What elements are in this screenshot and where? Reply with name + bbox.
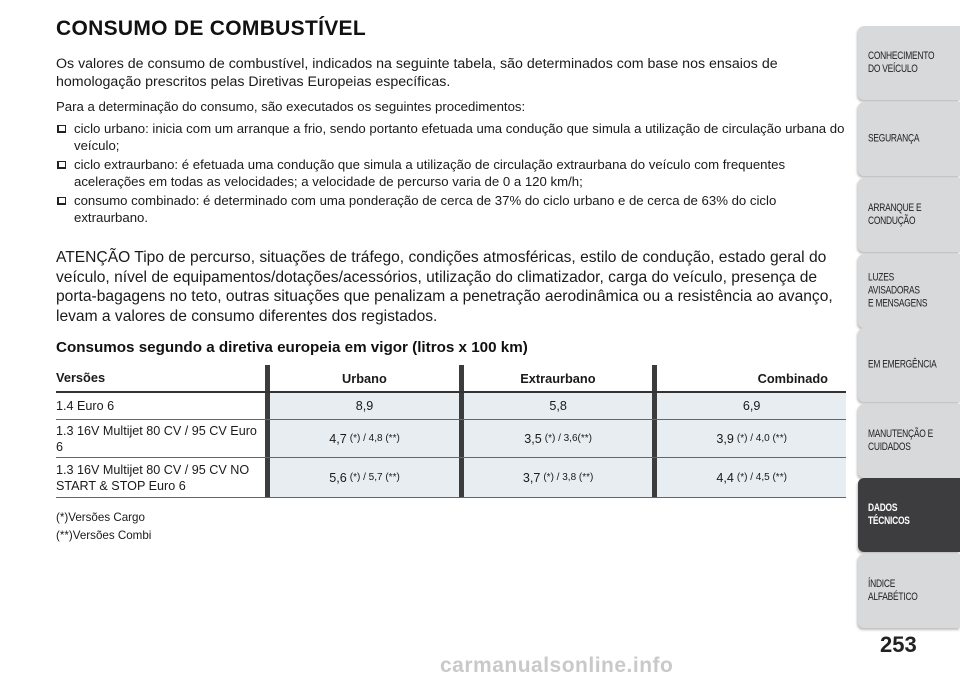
table-title: Consumos segundo a diretiva europeia em vigor (litros x 100 km) — [56, 339, 528, 356]
list-item: consumo combinado: é determinado com uma ponderação de cerca de 37% do ciclo urbano e de cerca de 63% do ciclo extraurbano. — [56, 192, 846, 226]
list-item: ciclo urbano: inicia com um arranque a frio, sendo portanto efetuada uma condução que simula a utilização de circulação urbana do veículo; — [56, 120, 846, 154]
combinado-cell: 6,9 — [657, 393, 846, 419]
column-header: Versões — [56, 370, 106, 385]
table-row — [56, 420, 846, 458]
table-row — [56, 393, 846, 420]
footnote-combi: (**)Versões Combi — [56, 529, 152, 542]
tab-em-emergencia[interactable]: EM EMERGÊNCIA — [858, 328, 960, 402]
urbano-cell: 8,9 — [270, 393, 459, 419]
footnote-cargo: (*)Versões Cargo — [56, 511, 145, 524]
combinado-cell: 4,4 (*) / 4,5 (**) — [657, 458, 846, 497]
intro-paragraph: Os valores de consumo de combustível, indicados na seguinte tabela, são determinados com base nos ensaios de homologação prescritos pelas Diretivas Europeias específicas. — [56, 56, 778, 90]
tab-luzes-avisadoras[interactable]: LUZES AVISADORAS E MENSAGENS — [858, 254, 960, 328]
tab-indice-alfabetico[interactable]: ÍNDICE ALFABÉTICO — [858, 554, 960, 628]
list-item: ciclo extraurbano: é efetuada uma condução que simula a utilização de circulação extraurbana do veículo com frequentes acelerações em todas as velocidades; a velocidade de percurso varia de 0 a 120 km/h; — [56, 156, 846, 190]
warning-paragraph: ATENÇÃO Tipo de percurso, situações de tráfego, condições atmosféricas, estilo de condução, estado geral do veículo, nível de equipamentos/dotações/acessórios, utilização do climatizador, carga do veículo, presença de porta-bagagens no teto, outras situações que penalizam a penetração aerodinâmica ou a resistência ao avanço, levam a valores de consumo diferentes dos registados. — [56, 249, 833, 325]
column-header: Combinado — [757, 370, 828, 386]
version-cell: 1.3 16V Multijet 80 CV / 95 CV Euro 6 — [56, 423, 257, 454]
extraurbano-cell: 3,7 (*) / 3,8 (**) — [464, 458, 653, 497]
consumption-table — [56, 365, 846, 498]
column-header: Urbano — [342, 370, 387, 386]
page-title: CONSUMO DE COMBUSTÍVEL — [56, 17, 366, 40]
tab-conhecimento-do-veiculo[interactable]: CONHECIMENTO DO VEÍCULO — [858, 26, 960, 100]
section-tabs — [858, 0, 960, 678]
checkbox-bullet-icon — [57, 161, 66, 169]
tab-dados-tecnicos[interactable]: DADOS TÉCNICOS — [858, 478, 960, 552]
watermark: carmanualsonline.info — [440, 654, 674, 677]
extraurbano-cell: 5,8 — [464, 393, 653, 419]
version-cell: 1.4 Euro 6 — [56, 399, 115, 413]
version-cell: 1.3 16V Multijet 80 CV / 95 CV NO START & STOP Euro 6 — [56, 462, 250, 493]
table-header-row — [56, 365, 846, 393]
urbano-cell: 4,7 (*) / 4,8 (**) — [270, 420, 459, 457]
tab-arranque-e-conducao[interactable]: ARRANQUE E CONDUÇÃO — [858, 178, 960, 252]
checkbox-bullet-icon — [57, 197, 66, 205]
column-header: Extraurbano — [520, 370, 596, 386]
page-number: 253 — [880, 632, 917, 657]
extraurbano-cell: 3,5 (*) / 3,6(**) — [464, 420, 653, 457]
checkbox-bullet-icon — [57, 125, 66, 133]
table-row — [56, 458, 846, 498]
procedures-list — [56, 120, 846, 228]
combinado-cell: 3,9 (*) / 4,0 (**) — [657, 420, 846, 457]
urbano-cell: 5,6 (*) / 5,7 (**) — [270, 458, 459, 497]
procedures-intro: Para a determinação do consumo, são executados os seguintes procedimentos: — [56, 99, 526, 114]
tab-manutencao-e-cuidados[interactable]: MANUTENÇÃO E CUIDADOS — [858, 404, 960, 478]
tab-seguranca[interactable]: SEGURANÇA — [858, 102, 960, 176]
